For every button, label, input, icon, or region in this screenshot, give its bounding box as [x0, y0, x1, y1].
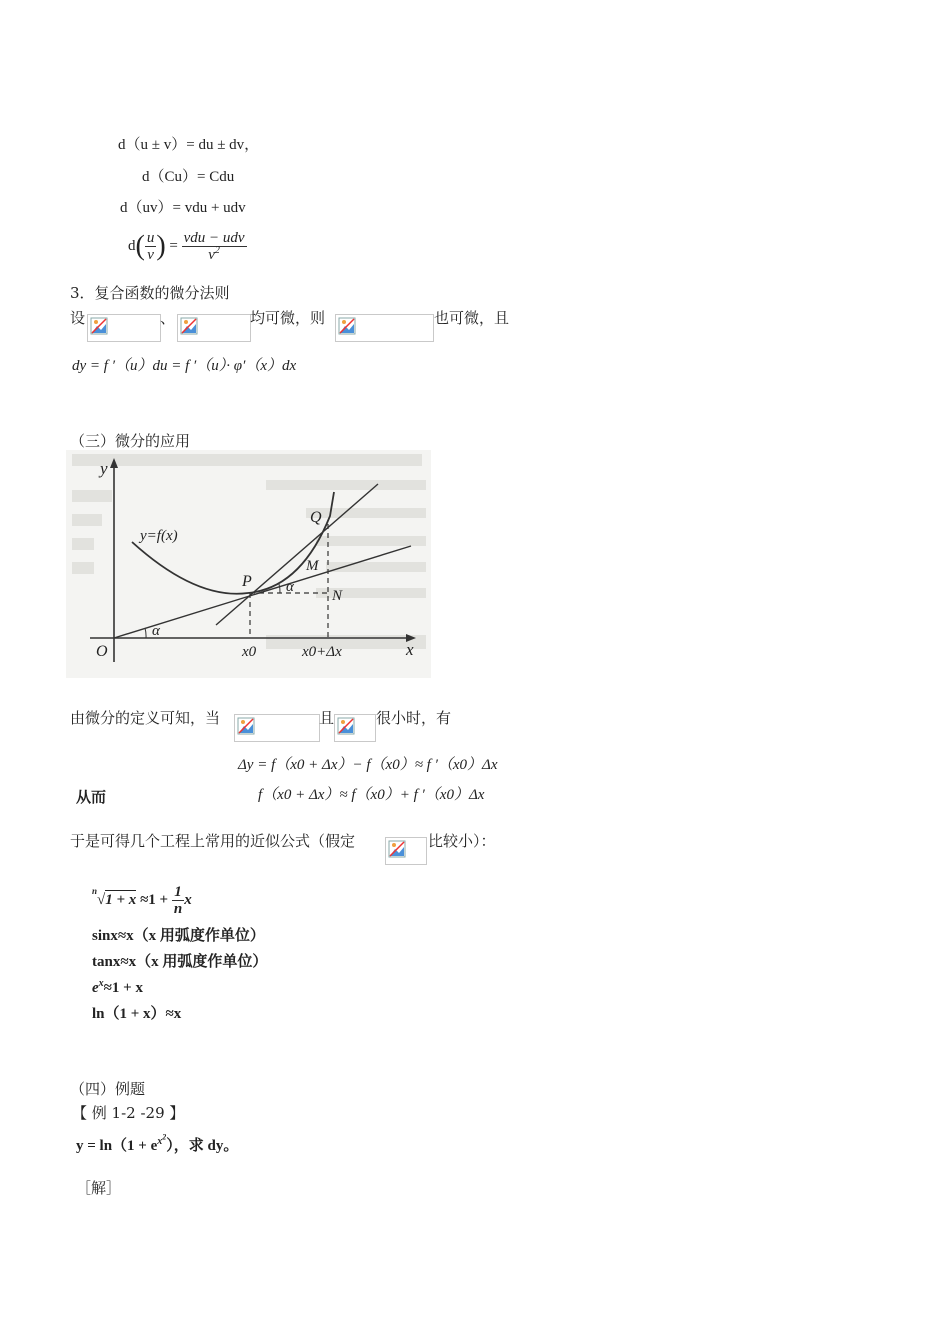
approx-eq2: f（x0 + Δx）≈ f（x0）+ f ′（x0）Δx [258, 787, 485, 803]
approx-root: $^n$√1 + x ≈1 + $\frac{1}{n}$ x [92, 884, 192, 917]
broken-image-icon [87, 314, 161, 342]
approx-exp: $e^x\approx 1 + x$ [92, 978, 143, 996]
definition-part1: 由微分的定义可知，当 [70, 709, 221, 727]
broken-image-icon [385, 837, 427, 865]
fig-point-m: M [306, 558, 319, 574]
fig-curve-label: y=f(x) [140, 528, 178, 544]
fig-x0-dx-label: x0+Δx [302, 644, 342, 660]
fig-point-n: N [332, 588, 343, 604]
broken-image-icon [335, 314, 434, 342]
fig-angle-alpha-1: α [152, 623, 160, 639]
fig-angle-alpha-2: α [286, 579, 294, 595]
approx-sin: sinx≈x（x 用弧度作单位） [92, 928, 265, 944]
approx-intro-part2: 比较小）： [428, 832, 496, 850]
rule-product: d（uv）= vdu + udv [120, 200, 246, 216]
fig-origin-label: O [96, 643, 108, 660]
fig-point-p: P [242, 573, 252, 590]
from-label: 从而 [76, 788, 107, 806]
broken-image-icon [234, 714, 320, 742]
approx-eq1: Δy = f（x0 + Δx）− f（x0）≈ f ′（x0）Δx [238, 757, 498, 773]
approx-tan: tanx≈x（x 用弧度作单位） [92, 954, 268, 970]
definition-part2: 且 [319, 709, 335, 727]
rule-quotient: d( $\frac{u}{v}$ ) = $\frac{\text{vdu − udv}}{v^2}$ [128, 230, 245, 263]
rule-sum: d（u ± v）= du ± dv， [118, 137, 260, 153]
chain-rule-formula: dy = f ′（u）du = f ′（u）· φ′（x）dx [72, 358, 297, 374]
section3-part3: 均可微，则 [250, 309, 326, 327]
approx-intro-part1: 于是可得几个工程上常用的近似公式（假定 [70, 832, 356, 850]
broken-image-icon [177, 314, 251, 342]
application-heading: （三）微分的应用 [70, 432, 191, 450]
example-label: 【 例 1-2 -29 】 [72, 1104, 185, 1122]
fig-point-q: Q [310, 509, 322, 526]
approx-ln: ln（1 + x）≈x [92, 1006, 182, 1022]
fig-x-axis-label: x [406, 640, 414, 659]
fig-y-axis-label: y [100, 459, 108, 478]
solution-label: ［解］ [76, 1179, 122, 1197]
section3-heading: 3．复合函数的微分法则 [70, 284, 230, 302]
section3-part4: 也可微，且 [434, 309, 510, 327]
section3-part1: 设 [70, 309, 86, 327]
section3-part2: 、 [160, 309, 176, 327]
broken-image-icon [334, 714, 376, 742]
definition-part3: 很小时，有 [376, 709, 452, 727]
rule-const: d（Cu）= Cdu [142, 169, 235, 185]
differential-geometry-figure [66, 450, 431, 678]
fig-x0-label: x0 [242, 644, 257, 660]
examples-heading: （四）例题 [70, 1080, 146, 1098]
example-problem: $y = \ln(1 + e^{x^2})$，求 dy。 [76, 1132, 239, 1154]
